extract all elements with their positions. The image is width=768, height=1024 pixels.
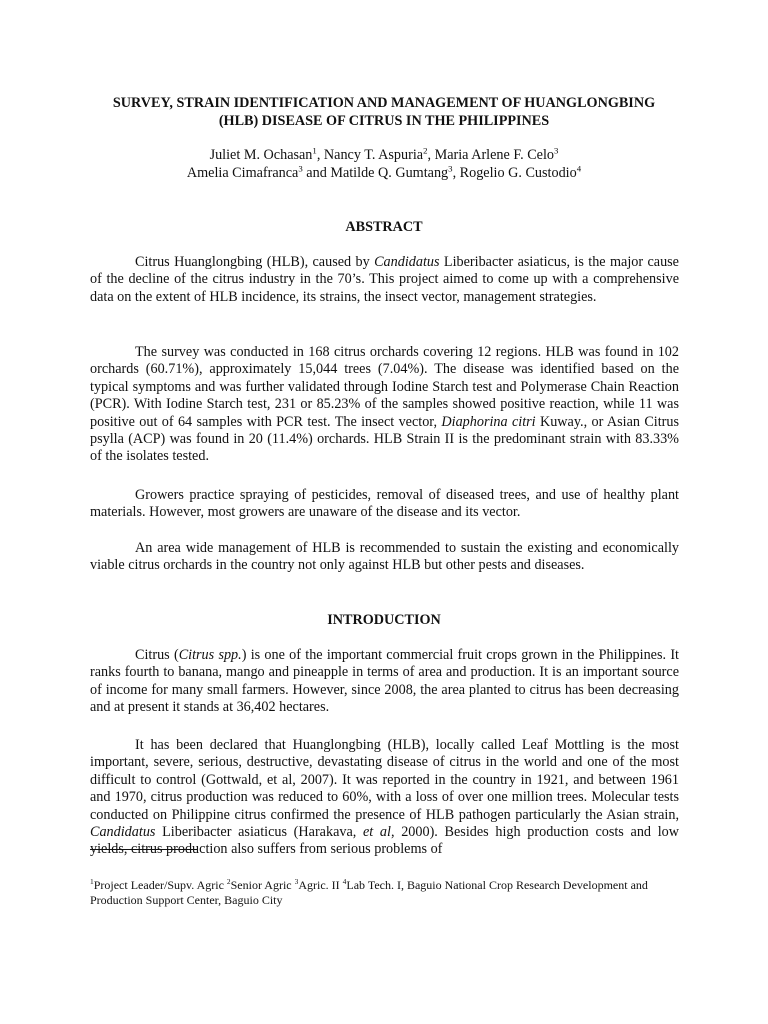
author-name: , Maria Arlene F. Celo bbox=[427, 147, 555, 163]
introduction-paragraph-2 bbox=[90, 737, 679, 859]
author-name: and Matilde Q. Gumtang bbox=[302, 165, 449, 181]
body-text: Liberibacter asiaticus, is the major cause of the decline of the citrus industry in the 70’s. This project aimed to come up with a comprehensive data on the extent of HLB incidence, its strains, the insect vector, management strategies. bbox=[90, 254, 679, 305]
author-affiliation-mark: 3 bbox=[448, 163, 453, 174]
body-text: Citrus Huanglongbing (HLB), caused by bbox=[135, 254, 375, 270]
author-affiliation-mark: 3 bbox=[298, 163, 303, 174]
body-text: The survey was conducted in 168 citrus orchards covering 12 regions. HLB was found in 102 orchards (60.71%), approximately 15,044 trees (7.04%). The disease was identified based on the typical symptoms and was further validated through Iodine Starch test and Polymerase Chain Reaction (PCR). With Iodine Starch test, 231 or 85.23% of the samples showed positive reaction, while 11 was positive out of 64 samples with PCR test. The insect vector, bbox=[90, 344, 679, 430]
footnote-mark: 4 bbox=[342, 877, 347, 886]
footnote-text: Lab Tech. I, Baguio National Crop Research Development and Production Support Center, Baguio City bbox=[90, 878, 648, 907]
italic-term: Candidatus bbox=[374, 254, 440, 270]
footnote-text: Project Leader/Supv. Agric bbox=[93, 878, 227, 892]
footnote bbox=[90, 878, 690, 908]
body-text: Kuway., or Asian Citrus psylla (ACP) was found in 20 (11.4%) orchards. HLB Strain II is the predominant strain with 83.33% of the isolates tested. bbox=[90, 413, 680, 465]
body-text: Citrus ( bbox=[135, 647, 179, 663]
abstract-paragraph-3: Growers practice spraying of pesticides, removal of diseased trees, and use of healthy plant materials. However, most growers are unaware of the disease and its vector. bbox=[90, 487, 679, 521]
author-name: , Rogelio G. Custodio bbox=[452, 165, 577, 181]
author-name: Juliet M. Ochasan bbox=[209, 147, 313, 163]
footnote-rule bbox=[90, 849, 198, 850]
italic-term: et al bbox=[363, 824, 391, 841]
title-line-1: SURVEY, STRAIN IDENTIFICATION AND MANAGEMENT OF HUANGLONGBING bbox=[112, 95, 656, 111]
title-line-2: (HLB) DISEASE OF CITRUS IN THE PHILIPPINES bbox=[218, 113, 550, 129]
author-name: , Nancy T. Aspuria bbox=[316, 147, 424, 163]
abstract-paragraph-1 bbox=[90, 254, 679, 306]
abstract-paragraph-4: An area wide management of HLB is recommended to sustain the existing and economically viable citrus orchards in the country not only against HLB but other pests and diseases. bbox=[90, 540, 679, 574]
abstract-heading: ABSTRACT bbox=[345, 219, 423, 235]
abstract-paragraph-2 bbox=[90, 344, 679, 466]
paper-title bbox=[80, 94, 688, 130]
italic-term: Citrus spp. bbox=[178, 647, 242, 663]
body-text: ) is one of the important commercial fruit crops grown in the Philippines. It ranks fourth to banana, mango and pineapple in terms of area and production. It is an important source of income for many small farmers. However, since 2008, the area planted to citrus has been decreasing and at present it stands at 36,402 hectares. bbox=[90, 647, 679, 716]
italic-term: Candidatus bbox=[90, 824, 156, 841]
author-affiliation-mark: 4 bbox=[576, 163, 582, 174]
introduction-heading: INTRODUCTION bbox=[327, 612, 441, 628]
body-text: It has been declared that Huanglongbing (HLB), locally called Leaf Mottling is the most important, severe, serious, destructive, devastating disease of citrus in the world and one of the most difficult to control (Gottwald, et al, 2007). It was reported in the country in 1921, and between 1961 and 1970, citrus production was reduced to 60%, with a loss of over one million trees. Molecular tests conducted on Philippine citrus confirmed the presence of HLB pathogen particularly the Asian strain, bbox=[90, 737, 679, 823]
footnote-mark: 2 bbox=[226, 877, 231, 886]
italic-term: Diaphorina citri bbox=[441, 413, 536, 430]
author-affiliation-mark: 2 bbox=[423, 145, 428, 156]
body-text: , 2000). Besides high production costs and low yields, citrus production also suffers from serious problems of bbox=[90, 824, 679, 858]
footnote-text: Senior Agric bbox=[230, 878, 295, 892]
footnote-mark: 1 bbox=[90, 877, 94, 886]
author-name: Amelia Cimafranca bbox=[186, 165, 299, 181]
introduction-paragraph-1 bbox=[90, 647, 679, 717]
footnote-text: Agric. II bbox=[298, 878, 343, 892]
author-affiliation-mark: 1 bbox=[312, 145, 317, 156]
body-text: Liberibacter asiaticus (Harakava, bbox=[155, 824, 363, 841]
footnote-mark: 3 bbox=[294, 877, 299, 886]
author-affiliation-mark: 3 bbox=[554, 145, 559, 156]
author-list bbox=[80, 146, 688, 182]
